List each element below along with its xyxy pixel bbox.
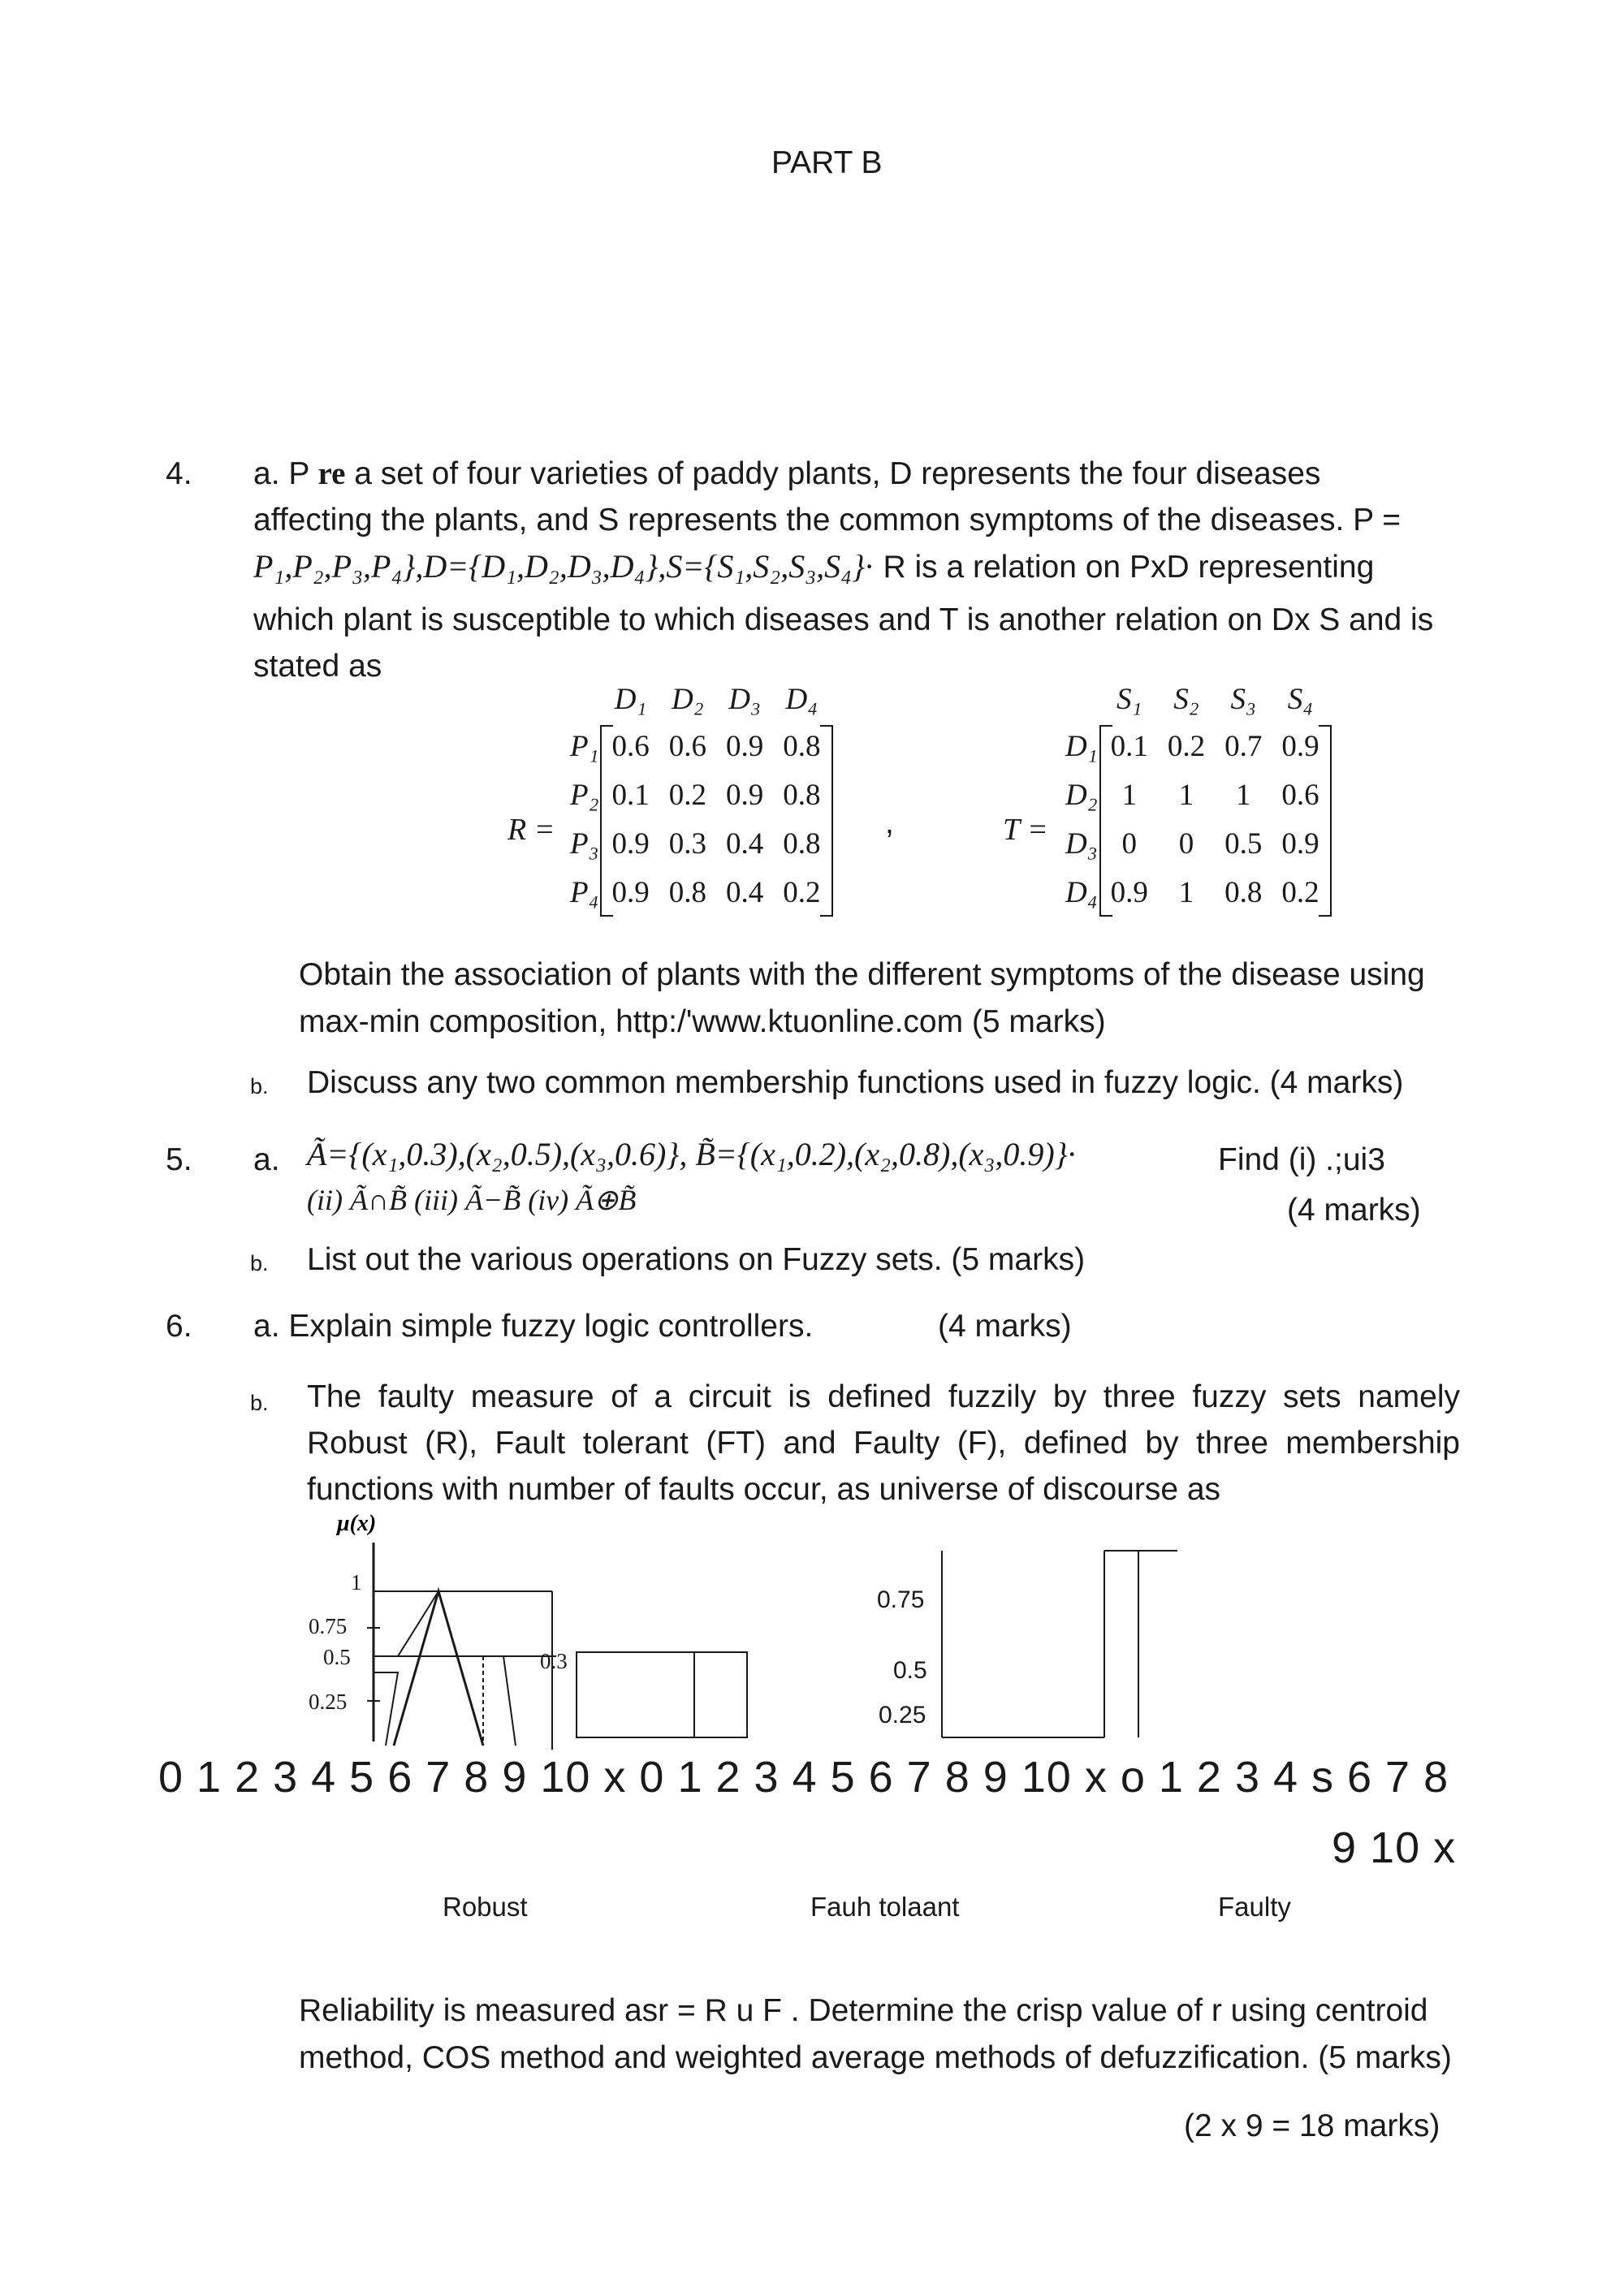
fault-tolerant-box (577, 1652, 747, 1737)
matrix-t-cell: 0.2 (1281, 875, 1320, 909)
matrix-r-corner (560, 682, 602, 722)
matrix-separator: , (885, 805, 894, 840)
part-heading: PART B (771, 145, 883, 180)
question-5b-text: List out the various operations on Fuzzy sets. (5 marks) (307, 1242, 1086, 1277)
matrix-r-right-bracket (820, 725, 833, 917)
matrix-r-cell: 0.9 (611, 826, 650, 861)
matrix-t-left-bracket (1099, 725, 1112, 917)
figure-axis-line-2: 9 10 x (1332, 1823, 1457, 1872)
question-4a-set-definitions: P₁,P₂,P₃,P₄},D={D₁,D₂,D₃,D₄},S={S₁,S₂,S₃,S₄}· (253, 548, 874, 585)
question-4b-text: Discuss any two common membership functions used in fuzzy logic. (4 marks) (307, 1065, 1404, 1100)
matrix-t-col-header: S₄ (1287, 683, 1314, 716)
question-4a-line-1-rest: a set of four varieties of paddy plants, D represents the four diseases (345, 456, 1321, 491)
matrix-t-col-header: S₃ (1230, 683, 1256, 716)
question-4b-label: b. (250, 1074, 269, 1098)
matrix-t-right-bracket (1319, 725, 1332, 917)
matrix-t-cell: 0.6 (1281, 778, 1320, 812)
matrix-t-cell: 0.8 (1224, 875, 1263, 909)
matrix-t-row (1056, 819, 1329, 868)
matrix-t-row (1056, 868, 1329, 917)
matrix-r-row-header: P₁ (570, 729, 599, 763)
caption-robust: Robust (443, 1892, 528, 1922)
question-5a-parts: (ii) Ã∩B̃ (iii) Ã−B̃ (iv) Ã⊕B̃ (307, 1184, 637, 1216)
robust-triangle-1 (394, 1591, 483, 1746)
question-4a-line-3 (253, 544, 1374, 590)
matrix-r-row-header: P₃ (570, 826, 599, 861)
matrix-r-cell: 0.9 (611, 875, 650, 909)
question-6b-line-3: functions with number of faults occur, as universe of discourse as (307, 1472, 1221, 1507)
question-5b-label: b. (250, 1251, 269, 1275)
matrix-t-row-header: D₃ (1065, 826, 1098, 861)
matrix-r (560, 682, 830, 917)
question-4a-line-2: affecting the plants, and S represents the common symptoms of the diseases. P = (253, 503, 1402, 537)
matrix-r-col-header: D₁ (614, 683, 647, 716)
figure-axis-line-1: 0 1 2 3 4 5 6 7 8 9 10 x 0 1 2 3 4 5 6 7 8 9 10 x o 1 2 3 4 s 6 7 8 (158, 1753, 1449, 1802)
matrix-t-corner (1056, 682, 1101, 722)
caption-fault-tolerant: Fauh tolaant (810, 1892, 960, 1922)
matrix-t-col-header: S₂ (1173, 683, 1199, 716)
matrix-r-cell: 0.9 (725, 778, 764, 812)
matrix-r-cell: 0.2 (783, 875, 821, 909)
matrix-r-cell: 0.8 (783, 729, 821, 763)
question-4a-line-5: stated as (253, 649, 382, 684)
faulty-tick-075: 0.75 (877, 1586, 925, 1613)
faulty-tick-05: 0.5 (893, 1657, 927, 1684)
matrix-r-label: R = (508, 813, 555, 847)
matrix-t-cell: 0.1 (1110, 729, 1148, 763)
matrix-t-label: T = (1003, 813, 1048, 847)
matrix-t-cell: 1 (1235, 778, 1251, 812)
robust-tick-075: 0.75 (309, 1614, 348, 1638)
matrix-r-row-header: P₄ (570, 875, 599, 909)
matrix-t-cell: 0.7 (1224, 729, 1263, 763)
matrix-t-cell: 0.5 (1224, 826, 1263, 861)
matrix-t (1056, 682, 1329, 917)
robust-tick-05: 0.5 (323, 1645, 351, 1669)
matrix-r-cell: 0.9 (725, 729, 764, 763)
robust-annotation: 0.3 (540, 1649, 568, 1673)
question-5a-find: Find (i) .;ui3 (1218, 1142, 1385, 1177)
question-5a-label: a. (253, 1142, 280, 1177)
matrix-t-table (1056, 682, 1329, 917)
robust-tick-025: 0.25 (309, 1690, 348, 1714)
robust-lower-mark (374, 1672, 398, 1746)
matrix-r-cell: 0.8 (783, 778, 821, 812)
faulty-tick-025: 0.25 (879, 1702, 926, 1728)
matrix-r-cell: 0.4 (725, 826, 764, 861)
mu-axis-label: μ(x) (337, 1511, 377, 1536)
question-6a-marks: (4 marks) (938, 1309, 1072, 1344)
question-4a-obtain-line-1: Obtain the association of plants with the different symptoms of the disease using (299, 957, 1425, 992)
question-6a-text: a. Explain simple fuzzy logic controllers. (253, 1309, 814, 1344)
reliability-line-1: Reliability is measured asr = R u F . Determine the crisp value of r using centroid (299, 1993, 1428, 2028)
matrix-t-cell: 0.2 (1167, 729, 1206, 763)
matrix-t-row (1056, 722, 1329, 770)
matrix-r-cell: 0.8 (783, 826, 821, 861)
question-6b-line-1: The faulty measure of a circuit is defined fuzzily by three fuzzy sets namely (307, 1379, 1460, 1414)
question-6b-line-2: Robust (R), Fault tolerant (FT) and Faulty (F), defined by three membership (307, 1426, 1460, 1461)
matrix-t-col-header: S₁ (1116, 683, 1142, 716)
question-4-number: 4. (166, 456, 192, 491)
caption-faulty: Faulty (1218, 1892, 1291, 1922)
matrix-r-cell: 0.8 (668, 875, 706, 909)
membership-function-figure (292, 1506, 1202, 1750)
robust-tick-1: 1 (351, 1570, 362, 1595)
matrix-t-row-header: D₂ (1065, 778, 1098, 812)
matrix-r-left-bracket (600, 725, 613, 917)
matrix-t-cell: 0 (1121, 826, 1137, 861)
matrix-r-cell: 0.6 (668, 729, 706, 763)
matrix-t-cell: 0.9 (1110, 875, 1148, 909)
question-4a-prefix: a. P (253, 456, 309, 491)
matrix-t-row-header: D₁ (1065, 729, 1098, 763)
question-4a-bold-fragment: re (317, 456, 346, 491)
total-marks: (2 x 9 = 18 marks) (1184, 2108, 1440, 2143)
matrix-r-cell: 0.1 (611, 778, 650, 812)
reliability-line-2: method, COS method and weighted average methods of defuzzification. (5 marks) (299, 2040, 1452, 2075)
question-5-number: 5. (166, 1142, 192, 1177)
matrix-t-row-header: D₄ (1065, 875, 1098, 909)
question-6-number: 6. (166, 1309, 192, 1344)
question-4a-line-3-rest: R is a relation on PxD representing (883, 550, 1375, 585)
matrix-r-col-header: D₂ (672, 683, 704, 716)
matrix-t-cell: 1 (1178, 875, 1194, 909)
matrix-r-col-header: D₄ (785, 683, 818, 716)
matrix-t-cell: 1 (1178, 778, 1194, 812)
matrix-t-row (1056, 770, 1329, 819)
matrix-t-cell: 0.9 (1281, 729, 1320, 763)
matrix-r-cell: 0.6 (611, 729, 650, 763)
question-5a-marks: (4 marks) (1287, 1193, 1421, 1228)
matrix-r-row-header: P₂ (570, 778, 599, 812)
question-4a-obtain-line-2: max-min composition, http:/'www.ktuonline.com (5 marks) (299, 1004, 1106, 1039)
matrix-t-cell: 1 (1121, 778, 1137, 812)
matrix-r-cell: 0.4 (725, 875, 764, 909)
matrix-t-cell: 0 (1178, 826, 1194, 861)
matrix-r-cell: 0.2 (668, 778, 706, 812)
question-5a-set-definitions: Ã={(x₁,0.3),(x₂,0.5),(x₃,0.6)}, B̃={(x₁,0.2),(x₂,0.8),(x₃,0.9)}· (307, 1136, 1076, 1172)
matrix-r-cell: 0.3 (668, 826, 706, 861)
matrix-t-cell: 0.9 (1281, 826, 1320, 861)
question-4a-line-1 (253, 451, 1320, 497)
question-4a-line-4: which plant is susceptible to which diseases and T is another relation on Dx S and is (253, 602, 1434, 637)
question-6b-label: b. (250, 1391, 269, 1415)
matrix-r-col-header: D₃ (728, 683, 761, 716)
